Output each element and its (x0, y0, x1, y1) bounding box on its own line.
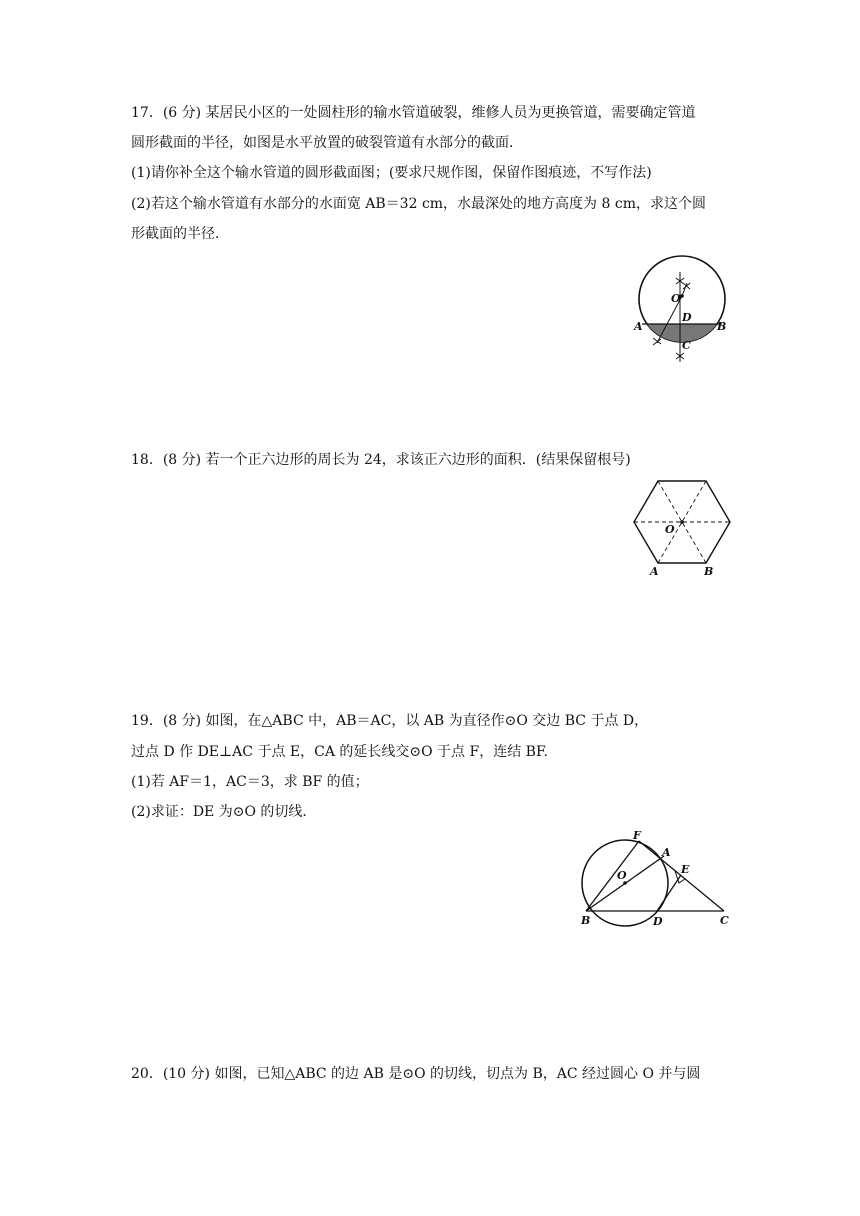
q20-line-1: 20．(10 分) 如图，已知△ABC 的边 AB 是⊙O 的切线，切点为 B，AC 经过圆心 O 并与圆 (131, 1066, 701, 1082)
label-b: B (581, 914, 591, 927)
label-d: D (682, 311, 692, 324)
q19-line-3: (1)若 AF＝1，AC＝3，求 BF 的值； (131, 774, 369, 790)
label-c: C (682, 339, 691, 352)
segment-fc (639, 841, 724, 911)
label-a: A (650, 565, 659, 578)
label-a: A (634, 320, 643, 333)
q17-line-5: 形截面的半径． (131, 226, 229, 242)
q18-hexagon-figure (625, 475, 740, 583)
label-f: F (633, 829, 641, 842)
label-b: B (717, 320, 727, 333)
q17-line-3: (1)请你补全这个输水管道的圆形截面图；(要求尺规作图，保留作图痕迹，不写作法) (131, 165, 652, 181)
center-point (680, 294, 684, 298)
q19-line-1: 19．(8 分) 如图，在△ABC 中，AB＝AC，以 AB 为直径作⊙O 交边 BC 于点 D， (131, 713, 649, 729)
segment-de (657, 875, 681, 911)
q17-line-4: (2)若这个输水管道有水部分的水面宽 AB＝32 cm，水最深处的地方高度为 8 cm，求这个圆 (131, 196, 706, 212)
label-c: C (720, 914, 729, 927)
q17-pipe-figure (625, 250, 740, 370)
label-e: E (681, 863, 690, 876)
label-o: O (671, 292, 681, 305)
q19-triangle-circle-figure (575, 825, 745, 933)
q19-line-2: 过点 D 作 DE⊥AC 于点 E，CA 的延长线交⊙O 于点 F，连结 BF. (131, 744, 548, 760)
label-d: D (653, 915, 663, 928)
segment-bf (586, 841, 639, 911)
q18-line-1: 18．(8 分) 若一个正六边形的周长为 24，求该正六边形的面积．(结果保留根号) (131, 452, 631, 468)
center-point (680, 520, 684, 524)
label-b: B (704, 565, 714, 578)
q19-line-4: (2)求证：DE 为⊙O 的切线． (131, 804, 317, 820)
q17-line-2: 圆形截面的半径，如图是水平放置的破裂管道有水部分的截面． (131, 135, 523, 151)
label-o: O (665, 523, 675, 536)
q17-line-1: 17．(6 分) 某居民小区的一处圆柱形的输水管道破裂，维修人员为更换管道，需要确定管道 (131, 105, 696, 121)
label-o: O (617, 869, 627, 882)
label-a: A (662, 846, 671, 859)
